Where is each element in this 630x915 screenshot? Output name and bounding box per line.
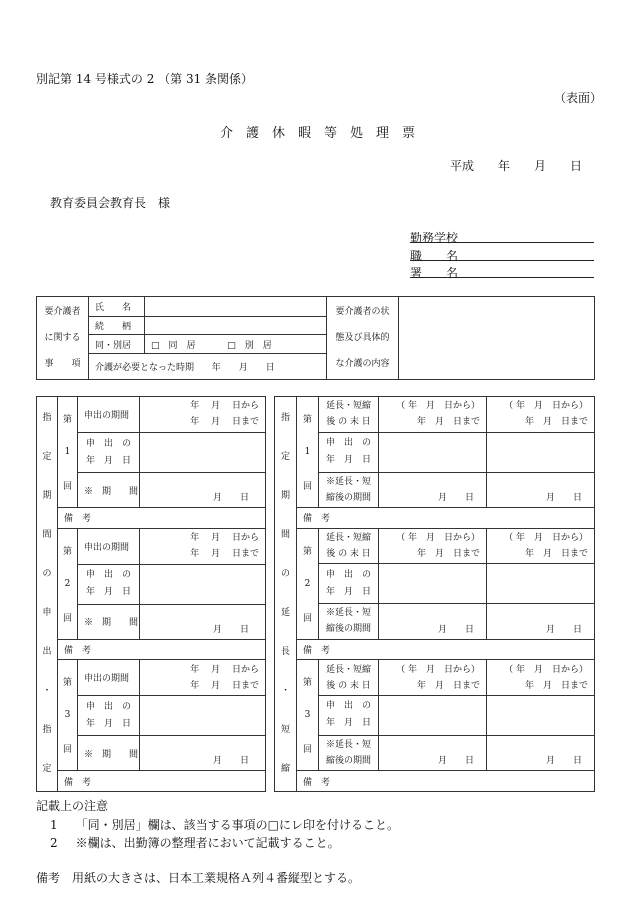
designated-field[interactable]: 月 日 bbox=[140, 736, 266, 771]
notes-heading: 記載上の注意 bbox=[36, 799, 109, 813]
after-period-field[interactable]: 月 日 bbox=[379, 735, 487, 771]
care-living-options[interactable] bbox=[145, 335, 327, 354]
care-relation-label: 続 柄 bbox=[89, 317, 145, 335]
block-number-cell: 第 2 回 bbox=[297, 528, 319, 639]
request-date-label: 申 出 の 年 月 日 bbox=[78, 696, 140, 736]
request-date-field[interactable] bbox=[487, 695, 595, 735]
after-period-field[interactable]: 月 日 bbox=[379, 604, 487, 640]
form-number: 別記第 14 号様式の 2 （第 31 条関係） bbox=[36, 72, 254, 86]
extension-field[interactable]: （ 年 月 日から） 年 月 日まで bbox=[487, 660, 595, 696]
remarks-field[interactable]: 備 考 bbox=[297, 639, 595, 660]
extension-label: 延長・短縮 後 の 末 日 bbox=[319, 528, 379, 564]
care-living-label: 同・別居 bbox=[89, 335, 145, 354]
title-char: 定 bbox=[280, 452, 290, 462]
period-label: 申出の期間 bbox=[78, 397, 140, 433]
title-char: 定 bbox=[42, 452, 52, 462]
request-date-label: 申 出 の 年 月 日 bbox=[319, 432, 379, 472]
designated-field[interactable]: 月 日 bbox=[140, 473, 266, 508]
form-title: 介 護 休 暇 等 処 理 票 bbox=[220, 126, 416, 141]
remarks-field[interactable]: 備 考 bbox=[297, 508, 595, 529]
care-start-label: 介護が必要となった時期 bbox=[95, 363, 195, 373]
period-field[interactable]: 年 月 日から 年 月 日まで bbox=[140, 397, 266, 433]
after-period-label: ※延長・短 縮後の期間 bbox=[319, 472, 379, 508]
title-char: 縮 bbox=[280, 764, 290, 774]
request-date-label: 申 出 の 年 月 日 bbox=[319, 564, 379, 604]
care-left-label: 要介護者 に関する 事 項 bbox=[37, 297, 89, 380]
remarks-field[interactable]: 備 考 bbox=[58, 771, 266, 792]
note-2: 2 ※欄は、出勤簿の整理者において記載すること。 bbox=[50, 836, 340, 850]
remarks-field[interactable]: 備 考 bbox=[58, 639, 266, 660]
request-date-label: 申 出 の 年 月 日 bbox=[319, 695, 379, 735]
extension-field[interactable]: （ 年 月 日から） 年 月 日まで bbox=[487, 397, 595, 433]
request-date-label: 申 出 の 年 月 日 bbox=[78, 564, 140, 604]
designation-table bbox=[36, 396, 266, 792]
after-period-field[interactable]: 月 日 bbox=[487, 735, 595, 771]
addressee: 教育委員会教育長 様 bbox=[50, 196, 171, 210]
period-field[interactable]: 年 月 日から 年 月 日まで bbox=[140, 528, 266, 564]
title-char: ・ bbox=[42, 686, 52, 696]
title-char: 出 bbox=[42, 647, 52, 657]
living-same-checkbox[interactable]: □ 同 居 bbox=[151, 340, 196, 351]
title-char: の bbox=[280, 569, 290, 579]
request-date-field[interactable] bbox=[379, 564, 487, 604]
living-separate-checkbox[interactable]: □ 別 居 bbox=[227, 340, 272, 351]
remarks-field[interactable]: 備 考 bbox=[58, 507, 266, 528]
title-char: 指 bbox=[42, 413, 52, 423]
request-date-label: 申 出 の 年 月 日 bbox=[78, 432, 140, 472]
side-label: （表面） bbox=[554, 91, 603, 105]
extension-field[interactable]: （ 年 月 日から） 年 月 日まで bbox=[379, 397, 487, 433]
post-line[interactable] bbox=[410, 260, 594, 261]
name-line[interactable] bbox=[410, 277, 594, 278]
paper-remark: 備考 用紙の大きさは、日本工業規格Ａ列４番縦型とする。 bbox=[36, 871, 361, 885]
care-right-label: 要介護者の状 態及び具体的 な介護の内容 bbox=[327, 297, 399, 380]
post-label: 職 名 bbox=[410, 249, 459, 263]
block-number-cell: 第 1 回 bbox=[297, 397, 319, 508]
title-char: 長 bbox=[280, 647, 290, 657]
after-period-field[interactable]: 月 日 bbox=[379, 472, 487, 508]
title-char: 間 bbox=[42, 530, 52, 540]
care-start-row[interactable] bbox=[89, 354, 327, 380]
request-date-field[interactable] bbox=[487, 564, 595, 604]
title-char: 定 bbox=[42, 764, 52, 774]
extension-label: 延長・短縮 後 の 末 日 bbox=[319, 397, 379, 433]
title-char: 指 bbox=[42, 725, 52, 735]
request-date-field[interactable] bbox=[140, 564, 266, 604]
block-number-cell: 第 3 回 bbox=[297, 660, 319, 771]
title-char: 期 bbox=[280, 491, 290, 501]
extension-vertical-title bbox=[275, 397, 297, 792]
after-period-field[interactable]: 月 日 bbox=[487, 472, 595, 508]
designated-label: ※ 期 間 bbox=[78, 736, 140, 771]
title-char: 間 bbox=[280, 530, 290, 540]
title-char: 短 bbox=[280, 725, 290, 735]
care-name-label: 氏 名 bbox=[89, 297, 145, 317]
care-name-field[interactable] bbox=[145, 297, 327, 317]
after-period-field[interactable]: 月 日 bbox=[487, 604, 595, 640]
title-char: 延 bbox=[280, 608, 290, 618]
note-1: 1 「同・別居」欄は、該当する事項の□にレ印を付けること。 bbox=[50, 818, 399, 832]
block-number-cell: 第 3 回 bbox=[58, 660, 78, 771]
request-date-field[interactable] bbox=[379, 695, 487, 735]
remarks-field[interactable]: 備 考 bbox=[297, 771, 595, 792]
request-date-field[interactable] bbox=[379, 432, 487, 472]
extension-field[interactable]: （ 年 月 日から） 年 月 日まで bbox=[379, 528, 487, 564]
extension-field[interactable]: （ 年 月 日から） 年 月 日まで bbox=[379, 660, 487, 696]
school-line[interactable] bbox=[410, 242, 594, 243]
extension-table bbox=[274, 396, 595, 792]
care-content-field[interactable] bbox=[399, 297, 595, 380]
school-label: 勤務学校 bbox=[410, 231, 459, 245]
title-char: の bbox=[42, 569, 52, 579]
block-number-cell: 第 1 回 bbox=[58, 397, 78, 508]
title-char: 指 bbox=[280, 413, 290, 423]
after-period-label: ※延長・短 縮後の期間 bbox=[319, 604, 379, 640]
after-period-label: ※延長・短 縮後の期間 bbox=[319, 735, 379, 771]
designated-field[interactable]: 月 日 bbox=[140, 604, 266, 639]
request-date-field[interactable] bbox=[487, 432, 595, 472]
designated-label: ※ 期 間 bbox=[78, 604, 140, 639]
designation-vertical-title bbox=[37, 397, 58, 792]
title-char: ・ bbox=[280, 686, 290, 696]
name-label: 署 名 bbox=[410, 266, 459, 280]
care-start-value: 年 月 日 bbox=[211, 363, 275, 373]
period-label: 申出の期間 bbox=[78, 528, 140, 564]
title-char: 申 bbox=[42, 608, 52, 618]
request-date-field[interactable] bbox=[140, 432, 266, 472]
block-number-cell: 第 2 回 bbox=[58, 528, 78, 639]
period-field[interactable]: 年 月 日から 年 月 日まで bbox=[140, 660, 266, 696]
care-relation-field[interactable] bbox=[145, 317, 327, 335]
request-date-field[interactable] bbox=[140, 696, 266, 736]
extension-field[interactable]: （ 年 月 日から） 年 月 日まで bbox=[487, 528, 595, 564]
care-info-table bbox=[36, 296, 595, 380]
title-char: 期 bbox=[42, 491, 52, 501]
period-label: 申出の期間 bbox=[78, 660, 140, 696]
extension-label: 延長・短縮 後 の 末 日 bbox=[319, 660, 379, 696]
designated-label: ※ 期 間 bbox=[78, 473, 140, 508]
date-field[interactable]: 平成 年 月 日 bbox=[450, 159, 583, 173]
